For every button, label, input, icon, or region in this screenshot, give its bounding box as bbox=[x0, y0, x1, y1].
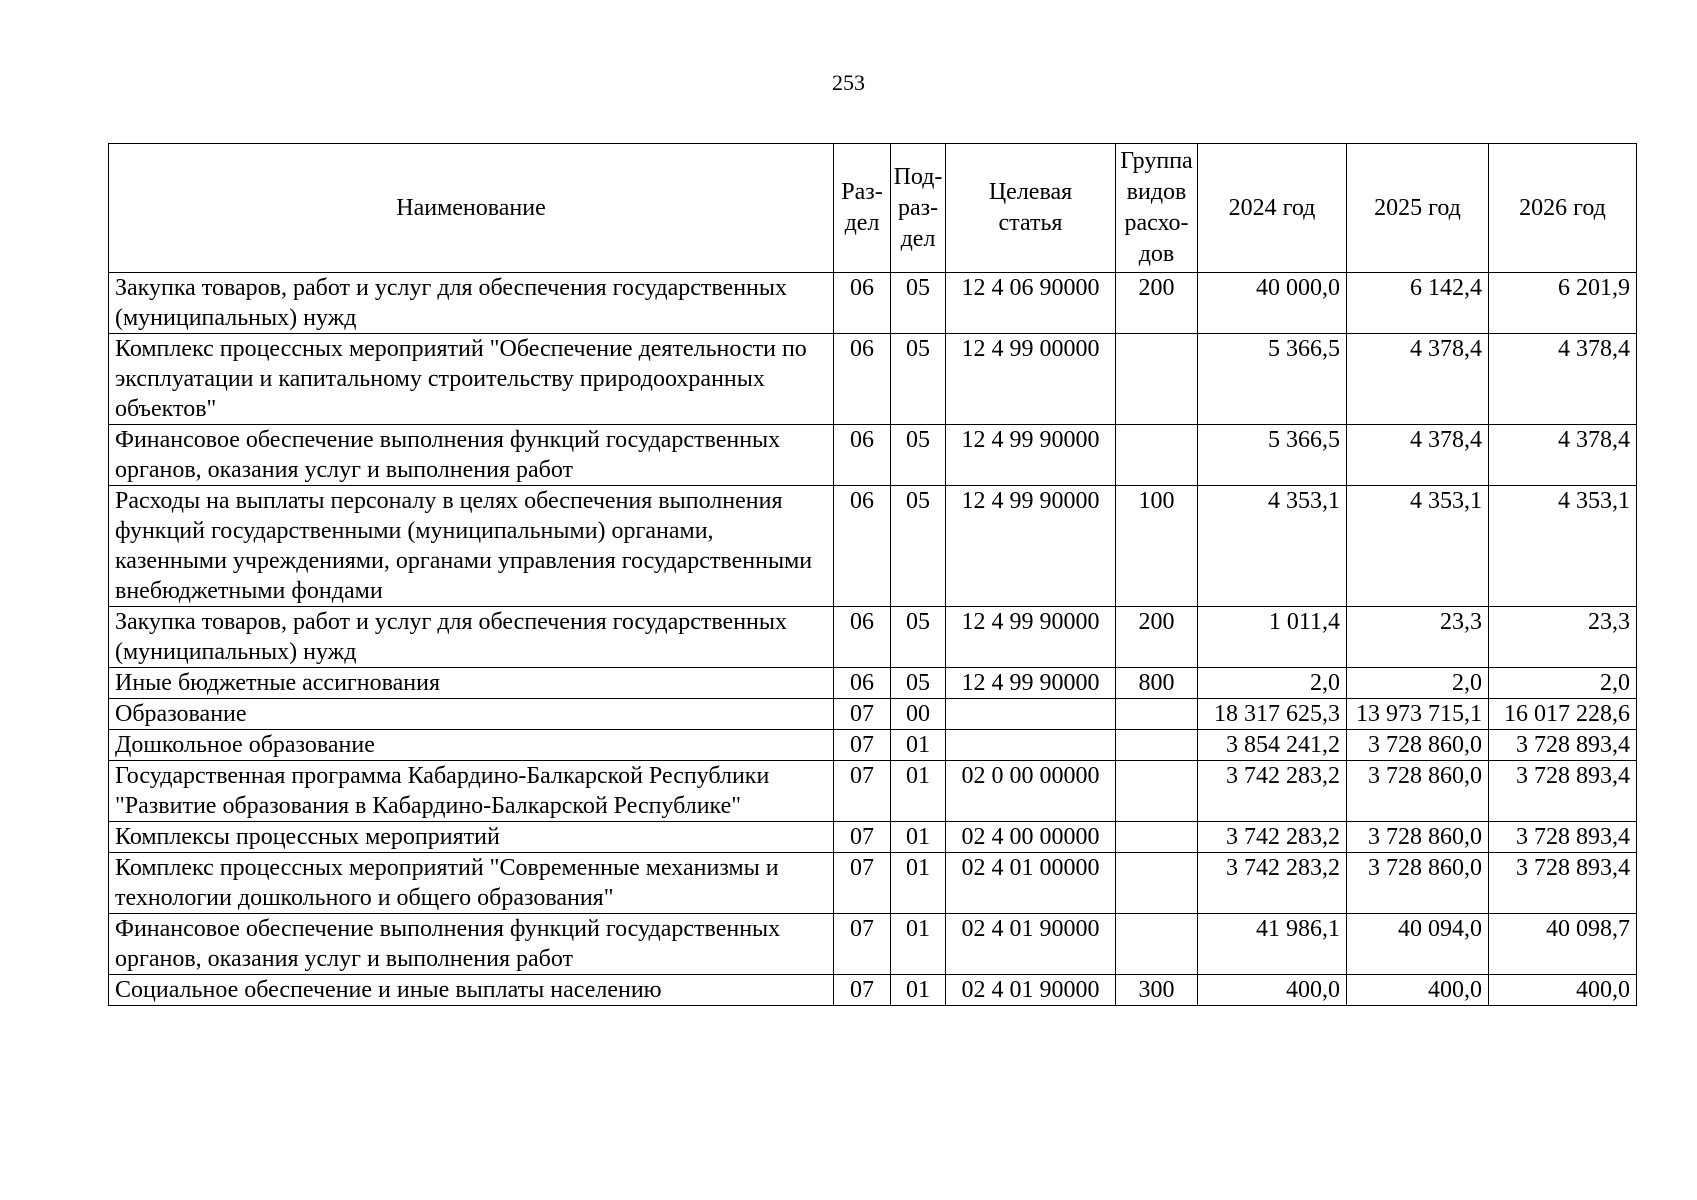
row-podrazdel: 01 bbox=[891, 730, 946, 761]
row-2026: 2,0 bbox=[1489, 668, 1637, 699]
row-name: Комплекс процессных мероприятий "Современные механизмы и технологии дошкольного и общего образования" bbox=[109, 853, 834, 914]
row-2024: 18 317 625,3 bbox=[1198, 699, 1347, 730]
row-2025: 3 728 860,0 bbox=[1347, 761, 1489, 822]
row-razdel: 07 bbox=[834, 822, 891, 853]
row-celevaya-statya: 12 4 06 90000 bbox=[946, 273, 1116, 334]
table-row bbox=[109, 607, 1637, 668]
row-gruppa: 800 bbox=[1116, 668, 1198, 699]
table-row bbox=[109, 273, 1637, 334]
row-podrazdel: 05 bbox=[891, 334, 946, 425]
row-gruppa bbox=[1116, 822, 1198, 853]
budget-table bbox=[108, 143, 1637, 1006]
page-number: 253 bbox=[832, 70, 865, 95]
row-gruppa bbox=[1116, 699, 1198, 730]
row-2024: 3 742 283,2 bbox=[1198, 853, 1347, 914]
row-gruppa bbox=[1116, 425, 1198, 486]
row-podrazdel: 05 bbox=[891, 273, 946, 334]
row-2025: 3 728 860,0 bbox=[1347, 822, 1489, 853]
row-razdel: 06 bbox=[834, 425, 891, 486]
header-razdel: Раз- дел bbox=[834, 144, 891, 273]
row-celevaya-statya: 12 4 99 90000 bbox=[946, 668, 1116, 699]
row-gruppa: 200 bbox=[1116, 273, 1198, 334]
row-razdel: 07 bbox=[834, 761, 891, 822]
header-celevaya-statya: Целевая статья bbox=[946, 144, 1116, 273]
row-2024: 5 366,5 bbox=[1198, 334, 1347, 425]
row-name: Государственная программа Кабардино-Балкарской Республики "Развитие образования в Кабардино-Балкарской Республике" bbox=[109, 761, 834, 822]
row-razdel: 06 bbox=[834, 486, 891, 607]
row-gruppa: 300 bbox=[1116, 975, 1198, 1006]
row-2024: 3 854 241,2 bbox=[1198, 730, 1347, 761]
table-row bbox=[109, 486, 1637, 607]
header-2026: 2026 год bbox=[1489, 144, 1637, 273]
row-podrazdel: 05 bbox=[891, 668, 946, 699]
row-gruppa bbox=[1116, 334, 1198, 425]
header-podrazdel: Под- раз- дел bbox=[891, 144, 946, 273]
row-2025: 4 378,4 bbox=[1347, 334, 1489, 425]
table-row bbox=[109, 334, 1637, 425]
row-name: Дошкольное образование bbox=[109, 730, 834, 761]
row-gruppa: 100 bbox=[1116, 486, 1198, 607]
row-2025: 4 353,1 bbox=[1347, 486, 1489, 607]
row-name: Финансовое обеспечение выполнения функций государственных органов, оказания услуг и выполнения работ bbox=[109, 914, 834, 975]
table-row bbox=[109, 822, 1637, 853]
row-podrazdel: 01 bbox=[891, 822, 946, 853]
header-2024: 2024 год bbox=[1198, 144, 1347, 273]
row-podrazdel: 05 bbox=[891, 607, 946, 668]
row-celevaya-statya: 02 4 01 90000 bbox=[946, 975, 1116, 1006]
row-2026: 400,0 bbox=[1489, 975, 1637, 1006]
row-podrazdel: 01 bbox=[891, 975, 946, 1006]
row-celevaya-statya: 02 4 01 90000 bbox=[946, 914, 1116, 975]
row-2025: 2,0 bbox=[1347, 668, 1489, 699]
row-podrazdel: 01 bbox=[891, 761, 946, 822]
row-gruppa: 200 bbox=[1116, 607, 1198, 668]
row-name: Закупка товаров, работ и услуг для обеспечения государственных (муниципальных) нужд bbox=[109, 607, 834, 668]
row-2025: 4 378,4 bbox=[1347, 425, 1489, 486]
row-2025: 3 728 860,0 bbox=[1347, 730, 1489, 761]
row-name: Финансовое обеспечение выполнения функций государственных органов, оказания услуг и выполнения работ bbox=[109, 425, 834, 486]
row-2026: 40 098,7 bbox=[1489, 914, 1637, 975]
row-2026: 4 378,4 bbox=[1489, 425, 1637, 486]
row-2024: 5 366,5 bbox=[1198, 425, 1347, 486]
row-razdel: 06 bbox=[834, 334, 891, 425]
row-razdel: 06 bbox=[834, 273, 891, 334]
header-gruppa-vidov-rashodov: Группа видов расхо- дов bbox=[1116, 144, 1198, 273]
row-name: Комплекс процессных мероприятий "Обеспечение деятельности по эксплуатации и капитальному строительству природоохранных объектов" bbox=[109, 334, 834, 425]
row-gruppa bbox=[1116, 853, 1198, 914]
row-razdel: 07 bbox=[834, 914, 891, 975]
row-2024: 41 986,1 bbox=[1198, 914, 1347, 975]
row-razdel: 07 bbox=[834, 853, 891, 914]
row-2025: 23,3 bbox=[1347, 607, 1489, 668]
row-celevaya-statya bbox=[946, 699, 1116, 730]
header-2025: 2025 год bbox=[1347, 144, 1489, 273]
row-2025: 6 142,4 bbox=[1347, 273, 1489, 334]
table-row bbox=[109, 914, 1637, 975]
row-celevaya-statya: 02 4 00 00000 bbox=[946, 822, 1116, 853]
table-row bbox=[109, 975, 1637, 1006]
row-2026: 3 728 893,4 bbox=[1489, 761, 1637, 822]
row-2024: 400,0 bbox=[1198, 975, 1347, 1006]
row-celevaya-statya bbox=[946, 730, 1116, 761]
row-name: Иные бюджетные ассигнования bbox=[109, 668, 834, 699]
row-2025: 400,0 bbox=[1347, 975, 1489, 1006]
row-podrazdel: 05 bbox=[891, 425, 946, 486]
row-celevaya-statya: 02 0 00 00000 bbox=[946, 761, 1116, 822]
table-row bbox=[109, 853, 1637, 914]
row-celevaya-statya: 12 4 99 90000 bbox=[946, 607, 1116, 668]
table-row bbox=[109, 761, 1637, 822]
row-name: Комплексы процессных мероприятий bbox=[109, 822, 834, 853]
row-name: Закупка товаров, работ и услуг для обеспечения государственных (муниципальных) нужд bbox=[109, 273, 834, 334]
row-2024: 2,0 bbox=[1198, 668, 1347, 699]
row-2024: 3 742 283,2 bbox=[1198, 761, 1347, 822]
row-2026: 4 353,1 bbox=[1489, 486, 1637, 607]
row-2024: 3 742 283,2 bbox=[1198, 822, 1347, 853]
row-celevaya-statya: 12 4 99 00000 bbox=[946, 334, 1116, 425]
row-podrazdel: 01 bbox=[891, 914, 946, 975]
row-razdel: 07 bbox=[834, 975, 891, 1006]
row-2025: 13 973 715,1 bbox=[1347, 699, 1489, 730]
row-name: Образование bbox=[109, 699, 834, 730]
row-celevaya-statya: 02 4 01 00000 bbox=[946, 853, 1116, 914]
row-2024: 4 353,1 bbox=[1198, 486, 1347, 607]
table-row bbox=[109, 730, 1637, 761]
table-row bbox=[109, 425, 1637, 486]
row-celevaya-statya: 12 4 99 90000 bbox=[946, 486, 1116, 607]
table-header-row bbox=[109, 144, 1637, 273]
row-name: Расходы на выплаты персоналу в целях обеспечения выполнения функций государственными (муниципальными) органами, казенными учреждениями, органами управления государственными внебюджетными фондами bbox=[109, 486, 834, 607]
row-2024: 40 000,0 bbox=[1198, 273, 1347, 334]
row-2026: 3 728 893,4 bbox=[1489, 822, 1637, 853]
row-gruppa bbox=[1116, 914, 1198, 975]
row-2025: 40 094,0 bbox=[1347, 914, 1489, 975]
row-2026: 23,3 bbox=[1489, 607, 1637, 668]
row-2026: 4 378,4 bbox=[1489, 334, 1637, 425]
row-2025: 3 728 860,0 bbox=[1347, 853, 1489, 914]
table-row bbox=[109, 668, 1637, 699]
row-podrazdel: 01 bbox=[891, 853, 946, 914]
row-razdel: 07 bbox=[834, 699, 891, 730]
row-gruppa bbox=[1116, 761, 1198, 822]
row-razdel: 06 bbox=[834, 607, 891, 668]
row-2026: 16 017 228,6 bbox=[1489, 699, 1637, 730]
table-row bbox=[109, 699, 1637, 730]
row-2026: 3 728 893,4 bbox=[1489, 853, 1637, 914]
row-gruppa bbox=[1116, 730, 1198, 761]
header-name: Наименование bbox=[109, 144, 834, 273]
row-razdel: 07 bbox=[834, 730, 891, 761]
row-podrazdel: 05 bbox=[891, 486, 946, 607]
row-name: Социальное обеспечение и иные выплаты населению bbox=[109, 975, 834, 1006]
row-celevaya-statya: 12 4 99 90000 bbox=[946, 425, 1116, 486]
row-2026: 3 728 893,4 bbox=[1489, 730, 1637, 761]
row-podrazdel: 00 bbox=[891, 699, 946, 730]
row-razdel: 06 bbox=[834, 668, 891, 699]
row-2026: 6 201,9 bbox=[1489, 273, 1637, 334]
row-2024: 1 011,4 bbox=[1198, 607, 1347, 668]
